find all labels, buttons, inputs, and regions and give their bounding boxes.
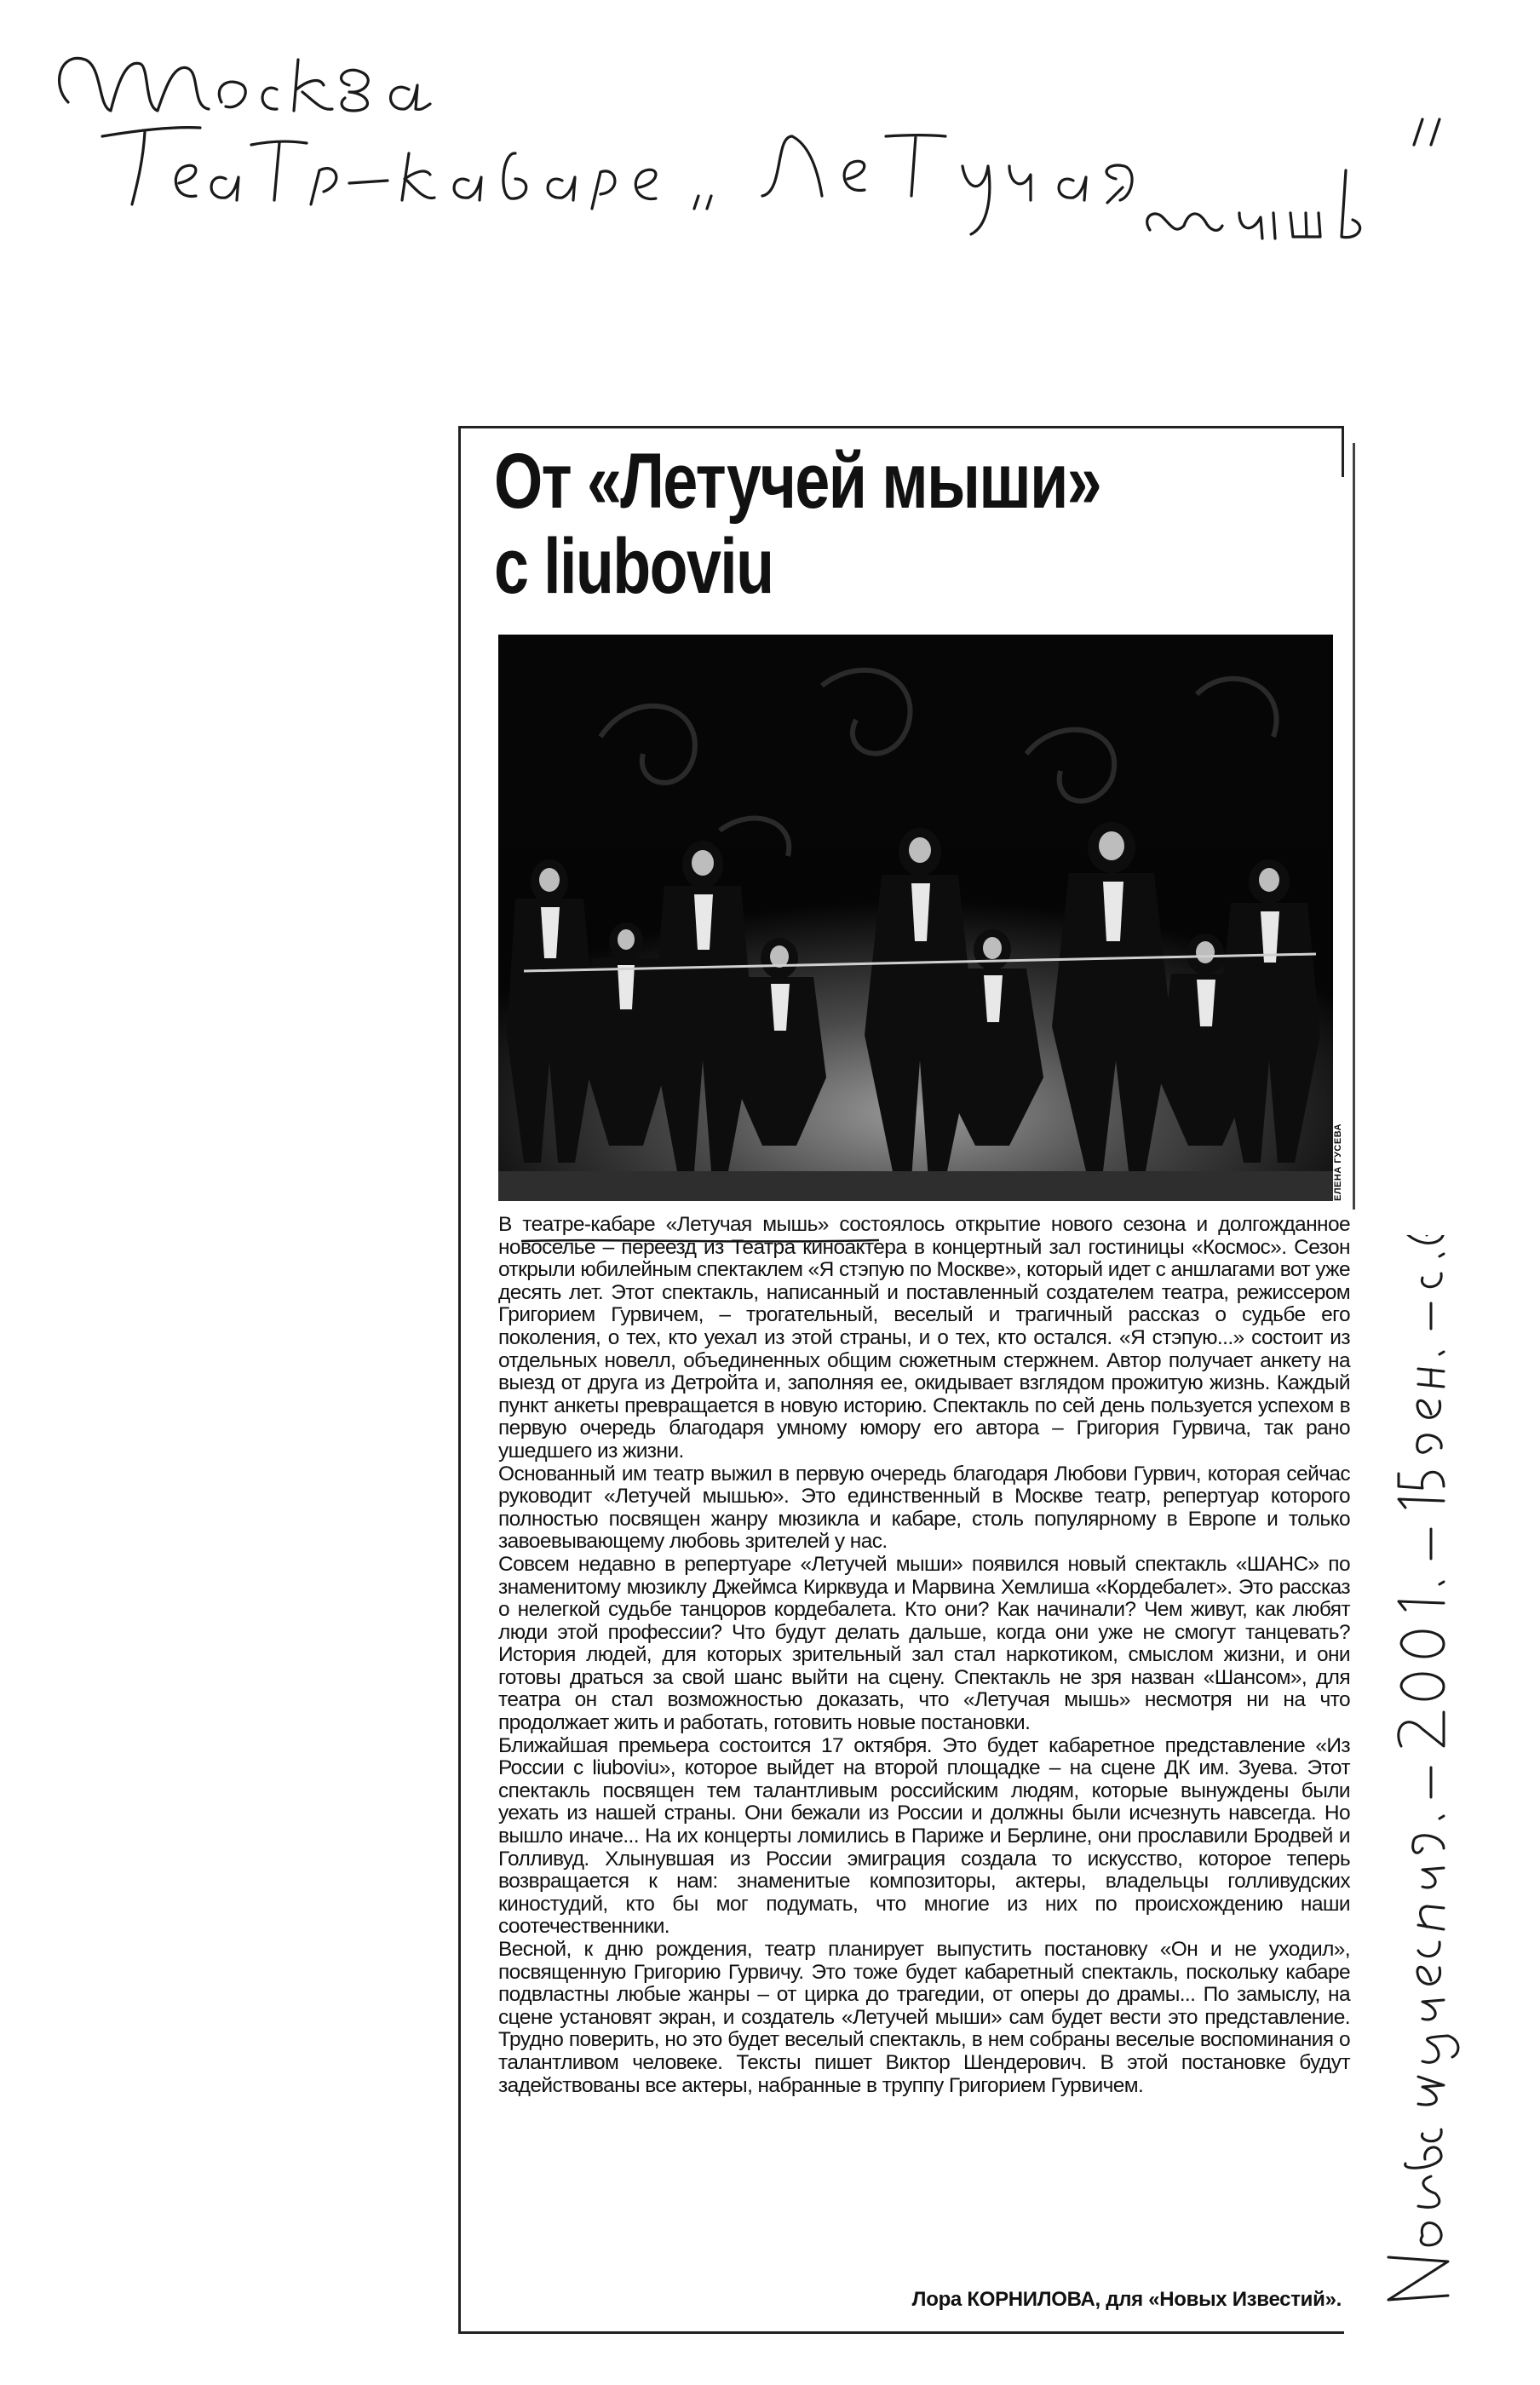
headline-line-2: с liuboviu (494, 523, 773, 610)
article-photo (498, 635, 1333, 1201)
handwritten-header-line2 (51, 27, 63, 28)
article-paragraph-2: Основанный им театр выжил в первую очередь благодаря Любови Гурвич, которая сейчас руководит «Летучей мышью». Это единственный в Москве театр, репертуар которого полностью посвящен жанру мюзикла и кабаре, столь популярному в Европе и только завоевывающему любовь зрителей у нас. (498, 1462, 1350, 1554)
article-body (498, 1214, 1350, 2097)
clipping-edge (1342, 426, 1344, 477)
article-byline: Лора КОРНИЛОВА, для «Новых Известий». (911, 2288, 1342, 2311)
stage-performance-illustration (498, 635, 1333, 1201)
handwritten-header-note (51, 26, 1499, 247)
article-paragraph-3: Совсем недавно в репертуаре «Летучей мыши» появился новый спектакль «ШАНС» по знаменитому мюзиклу Джеймса Кирквуда и Марвина Хемлиша «Кордебалет». Это рассказ о нелегкой судьбе танцоров кордебалета. Кто они? Как начинали? Чем живут, как любят люди этой профессии? Что будут делать дальше, когда они уже не смогут танцевать? История людей, для которых зрительный зал стал наркотиком, смыслом жизни, и они готовы драться за свой шанс выйти на сцену. Спектакль не зря назван «Шансом», для театра он стал возможностью доказать, что «Летучая мышь» несмотря ни на что продолжает жить и работать, готовить новые постановки. (498, 1552, 1350, 1735)
headline-line-1: От «Летучей мыши» (494, 438, 1101, 525)
handwritten-source-text (1346, 1235, 1359, 1236)
article-headline (494, 439, 1162, 609)
article-paragraph-5: Весной, к дню рождения, театр планирует выпустить постановку «Он и не уходил», посвященную Григорию Гурвичу. Это тоже будет кабаретный спектакль, поскольку кабаре подвластны любые жанры – от цирка до трагедии, от оперы до драмы... По замыслу, на сцене установят экран, и создатель «Летучей мыши» сам будет вести это представление. Трудно поверить, но это будет веселый спектакль, в нем собраны веселые воспоминания о талантливом человеке. Тексты пишет Виктор Шендерович. В этой постановке будут задействованы все актеры, набранные в труппу Григорием Гурвичем. (498, 1938, 1350, 2097)
photo-credit: ЕЛЕНА ГУСЕВА (1333, 1123, 1343, 1201)
article-paragraph-1: В театре-кабаре «Летучая мышь» состоялось открытие нового сезона и долгожданное новоселье – переезд из Театра киноактера в концертный зал гостиницы «Космос». Сезон открыли юбилейным спектаклем «Я стэпую по Москве», который идет с аншлагами вот уже десять лет. Этот спектакль, написанный и поставленный создателем театра, режиссером Григорием Гурвичем, – трогательный, веселый и трагичный рассказ о судьбе его поколения, о тех, кто уехал из этой страны, и о тех, кто остался. «Я стэпую...» состоит из отдельных новелл, объединенных общим сюжетным стержнем. Автор получает анкету на выезд от друга из Детройта и, заполняя ее, окидывает взглядом прожитую жизнь. Каждый пункт анкеты превращается в новую историю. Спектакль по сей день пользуется успехом в первую очередь благодаря умному юмору его автора – Григория Гурвича, так рано ушедшего из жизни. (498, 1213, 1350, 1463)
article-paragraph-4: Ближайшая премьера состоится 17 октября. Это будет кабаретное представление «Из России с liuboviu», которое выйдет на второй площадке – на сцене ДК им. Зуева. Этот спектакль посвящен тем талантливым российским людям, которые вынуждены были уехать из нашей страны. Они бежали из России и должны были исчезнуть навсегда. Но вышло иначе... На их концерты ломились в Париже и Берлине, они прославили Бродвей и Голливуд. Хлынувшая из России эмиграция создала то искусство, которое теперь возвращается к нам: знаменитые композиторы, актеры, владельцы голливудских киностудий, кто бы мог подумать, что многие из них по происхождению наши соотечественники. (498, 1733, 1350, 1939)
clipping-edge-inner (1353, 443, 1355, 1210)
handwritten-source-note (1346, 1235, 1499, 2317)
